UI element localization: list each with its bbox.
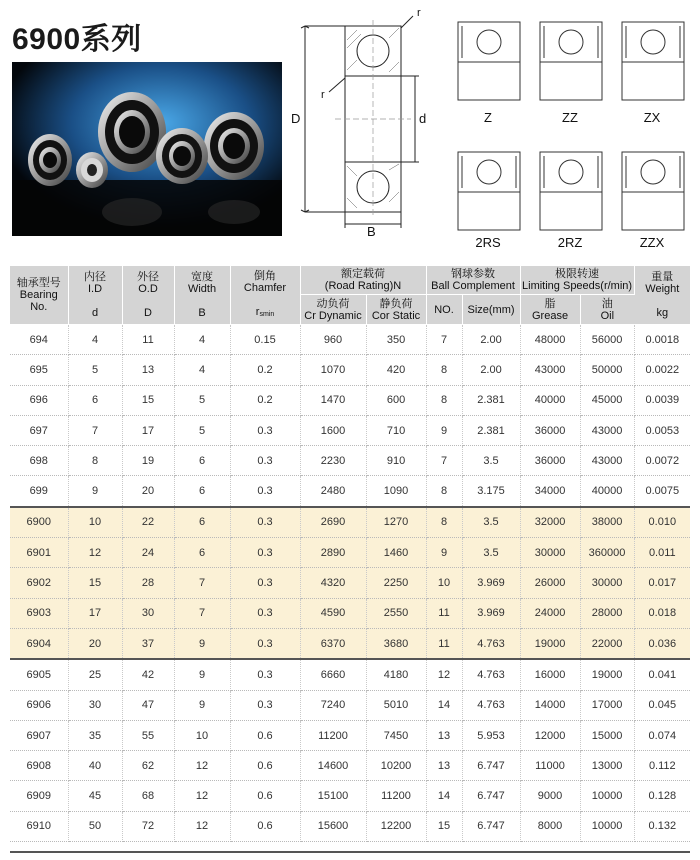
- cell-ball-size: 6.747: [462, 781, 520, 811]
- header-od: 外径 O.D D: [122, 266, 174, 325]
- cell-weight: 0.0022: [634, 355, 690, 385]
- cell-cr: 2690: [300, 507, 366, 538]
- cell-ball-size: 4.763: [462, 690, 520, 720]
- cell-id: 35: [68, 720, 122, 750]
- cell-model: 698: [10, 446, 68, 476]
- cell-id: 4: [68, 325, 122, 355]
- cell-ball-size: 3.969: [462, 568, 520, 598]
- cell-id: 30: [68, 690, 122, 720]
- cell-od: 72: [122, 811, 174, 841]
- cell-cor: 2250: [366, 568, 426, 598]
- cell-grease: 30000: [520, 538, 580, 568]
- cell-ball-no: 8: [426, 355, 462, 385]
- bearing-large: [98, 92, 166, 172]
- cell-oil: 50000: [580, 355, 634, 385]
- cell-cor: 2550: [366, 598, 426, 628]
- cell-oil: 15000: [580, 720, 634, 750]
- cell-weight: 0.036: [634, 628, 690, 659]
- cell-grease: 43000: [520, 355, 580, 385]
- cell-width: 9: [174, 690, 230, 720]
- cell-model: 6908: [10, 751, 68, 781]
- cell-grease: 12000: [520, 720, 580, 750]
- cell-model: 696: [10, 385, 68, 415]
- cell-cor: 7450: [366, 720, 426, 750]
- cell-weight: 0.018: [634, 598, 690, 628]
- cell-weight: 0.0018: [634, 325, 690, 355]
- header-ball-no: NO.: [426, 295, 462, 325]
- cell-od: 15: [122, 385, 174, 415]
- label-B: B: [367, 224, 376, 238]
- cell-ball-no: 7: [426, 446, 462, 476]
- cell-width: 9: [174, 659, 230, 690]
- bearing-left: [28, 134, 72, 186]
- cell-chamfer: 0.3: [230, 598, 300, 628]
- cell-grease: 16000: [520, 659, 580, 690]
- cell-model: 6900: [10, 507, 68, 538]
- cell-chamfer: 0.6: [230, 781, 300, 811]
- cell-chamfer: 0.3: [230, 690, 300, 720]
- cell-od: 11: [122, 325, 174, 355]
- cell-ball-no: 8: [426, 385, 462, 415]
- cell-ball-no: 15: [426, 811, 462, 841]
- label-D: D: [291, 111, 301, 126]
- cell-ball-size: 3.5: [462, 538, 520, 568]
- cell-cor: 600: [366, 385, 426, 415]
- cell-cor: 1090: [366, 476, 426, 507]
- cell-cr: 15600: [300, 811, 366, 841]
- cell-grease: 11000: [520, 751, 580, 781]
- cell-oil: 10000: [580, 781, 634, 811]
- cell-cor: 910: [366, 446, 426, 476]
- header-model: 轴承型号 Bearing No.: [10, 266, 68, 325]
- cell-cr: 4320: [300, 568, 366, 598]
- cell-weight: 0.074: [634, 720, 690, 750]
- cell-chamfer: 0.3: [230, 446, 300, 476]
- cell-chamfer: 0.3: [230, 415, 300, 445]
- cell-cr: 6370: [300, 628, 366, 659]
- cell-weight: 0.010: [634, 507, 690, 538]
- cell-width: 5: [174, 385, 230, 415]
- cell-cr: 14600: [300, 751, 366, 781]
- label-r-top: r: [417, 7, 421, 19]
- cell-od: 62: [122, 751, 174, 781]
- table-row: [10, 751, 690, 781]
- cell-id: 10: [68, 507, 122, 538]
- table-row: [10, 355, 690, 385]
- variant-label-zz: ZZ: [562, 110, 578, 125]
- cell-cr: 1470: [300, 385, 366, 415]
- cell-chamfer: 0.6: [230, 811, 300, 841]
- spec-table-body: [10, 325, 690, 842]
- table-row: [10, 598, 690, 628]
- cell-grease: 36000: [520, 446, 580, 476]
- cell-cr: 4590: [300, 598, 366, 628]
- cell-cr: 1600: [300, 415, 366, 445]
- spec-table: [10, 266, 690, 842]
- cell-ball-size: 4.763: [462, 659, 520, 690]
- cell-weight: 0.0039: [634, 385, 690, 415]
- cell-od: 30: [122, 598, 174, 628]
- cell-ball-size: 2.00: [462, 325, 520, 355]
- cell-od: 55: [122, 720, 174, 750]
- table-row: [10, 690, 690, 720]
- cell-ball-no: 9: [426, 538, 462, 568]
- cell-ball-no: 13: [426, 720, 462, 750]
- cell-oil: 10000: [580, 811, 634, 841]
- cell-od: 22: [122, 507, 174, 538]
- seal-variants: [448, 14, 698, 254]
- cell-ball-no: 14: [426, 781, 462, 811]
- cell-model: 695: [10, 355, 68, 385]
- cell-cor: 10200: [366, 751, 426, 781]
- cell-model: 6907: [10, 720, 68, 750]
- table-row: [10, 507, 690, 538]
- cell-chamfer: 0.15: [230, 325, 300, 355]
- table-row: [10, 659, 690, 690]
- table-row: [10, 811, 690, 841]
- cell-grease: 24000: [520, 598, 580, 628]
- table-row: [10, 628, 690, 659]
- table-row: [10, 385, 690, 415]
- cell-cr: 11200: [300, 720, 366, 750]
- cell-cr: 7240: [300, 690, 366, 720]
- label-d: d: [419, 111, 427, 126]
- cell-id: 6: [68, 385, 122, 415]
- cell-width: 5: [174, 415, 230, 445]
- cell-oil: 17000: [580, 690, 634, 720]
- cell-ball-size: 5.953: [462, 720, 520, 750]
- cell-ball-size: 6.747: [462, 751, 520, 781]
- cell-cor: 4180: [366, 659, 426, 690]
- cell-width: 4: [174, 355, 230, 385]
- cell-cr: 2890: [300, 538, 366, 568]
- cell-id: 50: [68, 811, 122, 841]
- cell-ball-size: 4.763: [462, 628, 520, 659]
- cell-id: 40: [68, 751, 122, 781]
- table-row: [10, 720, 690, 750]
- cell-cor: 11200: [366, 781, 426, 811]
- cell-ball-size: 6.747: [462, 811, 520, 841]
- cell-chamfer: 0.3: [230, 628, 300, 659]
- cell-chamfer: 0.3: [230, 659, 300, 690]
- cell-id: 7: [68, 415, 122, 445]
- cell-width: 9: [174, 628, 230, 659]
- cell-chamfer: 0.3: [230, 568, 300, 598]
- cell-oil: 30000: [580, 568, 634, 598]
- cell-grease: 9000: [520, 781, 580, 811]
- cell-oil: 19000: [580, 659, 634, 690]
- header-weight: 重量 Weight kg: [634, 266, 690, 325]
- cell-od: 24: [122, 538, 174, 568]
- cell-oil: 13000: [580, 751, 634, 781]
- header-speed: 极限转速 Limiting Speeds(r/min): [520, 266, 634, 295]
- cell-ball-no: 13: [426, 751, 462, 781]
- cell-grease: 36000: [520, 415, 580, 445]
- cell-width: 4: [174, 325, 230, 355]
- bearing-middle: [156, 128, 208, 184]
- cell-weight: 0.132: [634, 811, 690, 841]
- cell-ball-no: 9: [426, 415, 462, 445]
- cell-od: 37: [122, 628, 174, 659]
- cell-cor: 710: [366, 415, 426, 445]
- cell-width: 7: [174, 568, 230, 598]
- cell-width: 12: [174, 811, 230, 841]
- cell-oil: 40000: [580, 476, 634, 507]
- variant-label-2rs: 2RS: [475, 235, 501, 250]
- cell-ball-size: 2.381: [462, 415, 520, 445]
- cell-id: 5: [68, 355, 122, 385]
- cell-cr: 1070: [300, 355, 366, 385]
- cell-width: 12: [174, 751, 230, 781]
- bearing-right: [204, 112, 264, 180]
- cell-chamfer: 0.3: [230, 538, 300, 568]
- cell-weight: 0.0075: [634, 476, 690, 507]
- cell-ball-no: 8: [426, 507, 462, 538]
- cell-chamfer: 0.3: [230, 476, 300, 507]
- cell-width: 6: [174, 507, 230, 538]
- table-row: [10, 568, 690, 598]
- cell-weight: 0.045: [634, 690, 690, 720]
- bearing-small: [76, 152, 108, 188]
- cell-od: 42: [122, 659, 174, 690]
- header-width: 宽度 Width B: [174, 266, 230, 325]
- cell-ball-no: 10: [426, 568, 462, 598]
- cell-cor: 12200: [366, 811, 426, 841]
- cell-oil: 43000: [580, 446, 634, 476]
- cell-ball-no: 11: [426, 598, 462, 628]
- cell-grease: 40000: [520, 385, 580, 415]
- cell-grease: 8000: [520, 811, 580, 841]
- cell-od: 28: [122, 568, 174, 598]
- cell-oil: 22000: [580, 628, 634, 659]
- cell-od: 13: [122, 355, 174, 385]
- cell-oil: 28000: [580, 598, 634, 628]
- product-photo: [12, 62, 282, 236]
- cell-id: 25: [68, 659, 122, 690]
- cell-grease: 32000: [520, 507, 580, 538]
- label-r-left: r: [321, 89, 325, 101]
- cell-ball-no: 12: [426, 659, 462, 690]
- cell-grease: 19000: [520, 628, 580, 659]
- variant-label-zzx: ZZX: [639, 235, 665, 250]
- cell-weight: 0.112: [634, 751, 690, 781]
- cell-width: 12: [174, 781, 230, 811]
- cell-cor: 1460: [366, 538, 426, 568]
- cell-chamfer: 0.2: [230, 385, 300, 415]
- cell-id: 20: [68, 628, 122, 659]
- header-speed-oil: 油 Oil: [580, 295, 634, 325]
- table-row: [10, 446, 690, 476]
- cell-model: 6901: [10, 538, 68, 568]
- header-speed-grease: 脂 Grease: [520, 295, 580, 325]
- cell-model: 694: [10, 325, 68, 355]
- header-load-cor: 静负荷 Cor Static: [366, 295, 426, 325]
- cell-grease: 48000: [520, 325, 580, 355]
- header-id: 内径 I.D d: [68, 266, 122, 325]
- cell-model: 6909: [10, 781, 68, 811]
- cell-width: 10: [174, 720, 230, 750]
- cell-cr: 15100: [300, 781, 366, 811]
- cell-width: 6: [174, 446, 230, 476]
- cell-weight: 0.011: [634, 538, 690, 568]
- cell-cr: 960: [300, 325, 366, 355]
- cell-grease: 26000: [520, 568, 580, 598]
- table-bottom-rule: [10, 851, 690, 853]
- header-chamfer: 倒角 Chamfer $r_{smin}$: [230, 266, 300, 325]
- cell-ball-size: 3.969: [462, 598, 520, 628]
- cell-cor: 350: [366, 325, 426, 355]
- cell-grease: 34000: [520, 476, 580, 507]
- cell-cor: 3680: [366, 628, 426, 659]
- variant-label-zx: ZX: [643, 110, 661, 125]
- cell-id: 15: [68, 568, 122, 598]
- cell-cr: 6660: [300, 659, 366, 690]
- cell-model: 697: [10, 415, 68, 445]
- cell-id: 12: [68, 538, 122, 568]
- table-row: [10, 476, 690, 507]
- header-ball: 钢球参数 Ball Complement: [426, 266, 520, 295]
- table-row: [10, 325, 690, 355]
- cell-width: 6: [174, 538, 230, 568]
- cell-weight: 0.128: [634, 781, 690, 811]
- cell-cor: 420: [366, 355, 426, 385]
- cell-id: 45: [68, 781, 122, 811]
- cell-weight: 0.041: [634, 659, 690, 690]
- cell-cr: 2230: [300, 446, 366, 476]
- table-row: [10, 538, 690, 568]
- header-load-cr: 动负荷 Cr Dynamic: [300, 295, 366, 325]
- cell-od: 17: [122, 415, 174, 445]
- cell-model: 6904: [10, 628, 68, 659]
- cell-od: 20: [122, 476, 174, 507]
- cell-ball-size: 3.175: [462, 476, 520, 507]
- cell-weight: 0.0053: [634, 415, 690, 445]
- cell-width: 7: [174, 598, 230, 628]
- cell-oil: 43000: [580, 415, 634, 445]
- cell-model: 6903: [10, 598, 68, 628]
- cell-grease: 14000: [520, 690, 580, 720]
- cell-ball-size: 2.381: [462, 385, 520, 415]
- header-ball-size: Size(mm): [462, 295, 520, 325]
- cell-model: 6910: [10, 811, 68, 841]
- cell-chamfer: 0.6: [230, 751, 300, 781]
- cell-chamfer: 0.6: [230, 720, 300, 750]
- cell-cor: 5010: [366, 690, 426, 720]
- header-load: 额定载荷 (Road Rating)N: [300, 266, 426, 295]
- cell-width: 6: [174, 476, 230, 507]
- table-row: [10, 781, 690, 811]
- cell-oil: 45000: [580, 385, 634, 415]
- cell-model: 6905: [10, 659, 68, 690]
- cell-id: 17: [68, 598, 122, 628]
- cell-od: 68: [122, 781, 174, 811]
- cell-model: 6902: [10, 568, 68, 598]
- cell-ball-no: 8: [426, 476, 462, 507]
- cell-model: 699: [10, 476, 68, 507]
- cell-chamfer: 0.3: [230, 507, 300, 538]
- cell-ball-no: 14: [426, 690, 462, 720]
- cell-od: 47: [122, 690, 174, 720]
- cell-id: 9: [68, 476, 122, 507]
- page-title: 6900系列: [12, 23, 142, 56]
- table-row: [10, 415, 690, 445]
- cell-ball-size: 3.5: [462, 507, 520, 538]
- cell-chamfer: 0.2: [230, 355, 300, 385]
- cell-weight: 0.017: [634, 568, 690, 598]
- cell-oil: 56000: [580, 325, 634, 355]
- cell-ball-size: 2.00: [462, 355, 520, 385]
- cell-weight: 0.0072: [634, 446, 690, 476]
- cell-cr: 2480: [300, 476, 366, 507]
- cell-od: 19: [122, 446, 174, 476]
- cell-ball-no: 11: [426, 628, 462, 659]
- cell-model: 6906: [10, 690, 68, 720]
- bearing-section-drawing: [285, 6, 435, 238]
- cell-ball-size: 3.5: [462, 446, 520, 476]
- cell-oil: 38000: [580, 507, 634, 538]
- cell-id: 8: [68, 446, 122, 476]
- variant-label-2rz: 2RZ: [557, 235, 583, 250]
- cell-cor: 1270: [366, 507, 426, 538]
- cell-ball-no: 7: [426, 325, 462, 355]
- variant-label-z: Z: [484, 110, 492, 125]
- cell-oil: 360000: [580, 538, 634, 568]
